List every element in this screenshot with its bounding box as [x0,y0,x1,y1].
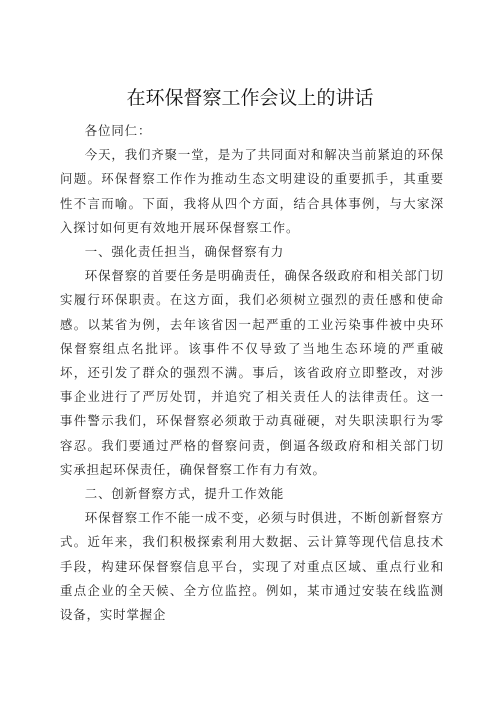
paragraph-section-2: 环保督察工作不能一成不变，必须与时俱进，不断创新督察方式。近年来，我们积极探索利用大数据、云计算等现代信息技术手段，构建环保督察信息平台，实现了对重点区域、重点行业和重点企业的全天候、全方位监控。例如，某市通过安装在线监测设备，实时掌握企 [60,510,444,623]
paragraph-intro: 今天，我们齐聚一堂，是为了共同面对和解决当前紧迫的环保问题。环保督察工作作为推动生态文明建设的重要抓手，其重要性不言而喻。下面，我将从四个方面，结合具体事例，与大家深入探讨如何更有效地开展环保督察工作。 [60,147,444,235]
document-title: 在环保督察工作会议上的讲话 [126,87,374,109]
section-heading-2: 二、创新督察方式，提升工作效能 [84,486,285,502]
salutation: 各位同仁： [84,123,152,138]
section-heading-1: 一、强化责任担当，确保督察有力 [84,244,285,260]
paragraph-section-1: 环保督察的首要任务是明确责任，确保各级政府和相关部门切实履行环保职责。在这方面，我们必须树立强烈的责任感和使命感。以某省为例，去年该省因一起严重的工业污染事件被中央环保督察组点名批评。该事件不仅导致了当地生态环境的严重破坏，还引发了群众的强烈不满。事后，该省政府立即整改，对涉事企业进行了严厉处罚，并追究了相关责任人的法律责任。这一事件警示我们，环保督察必须敢于动真碰硬，对失职渎职行为零容忍。我们要通过严格的督察问责，倒逼各级政府和相关部门切实承担起环保责任，确保督察工作有力有效。 [60,268,444,477]
document-body [60,119,444,627]
